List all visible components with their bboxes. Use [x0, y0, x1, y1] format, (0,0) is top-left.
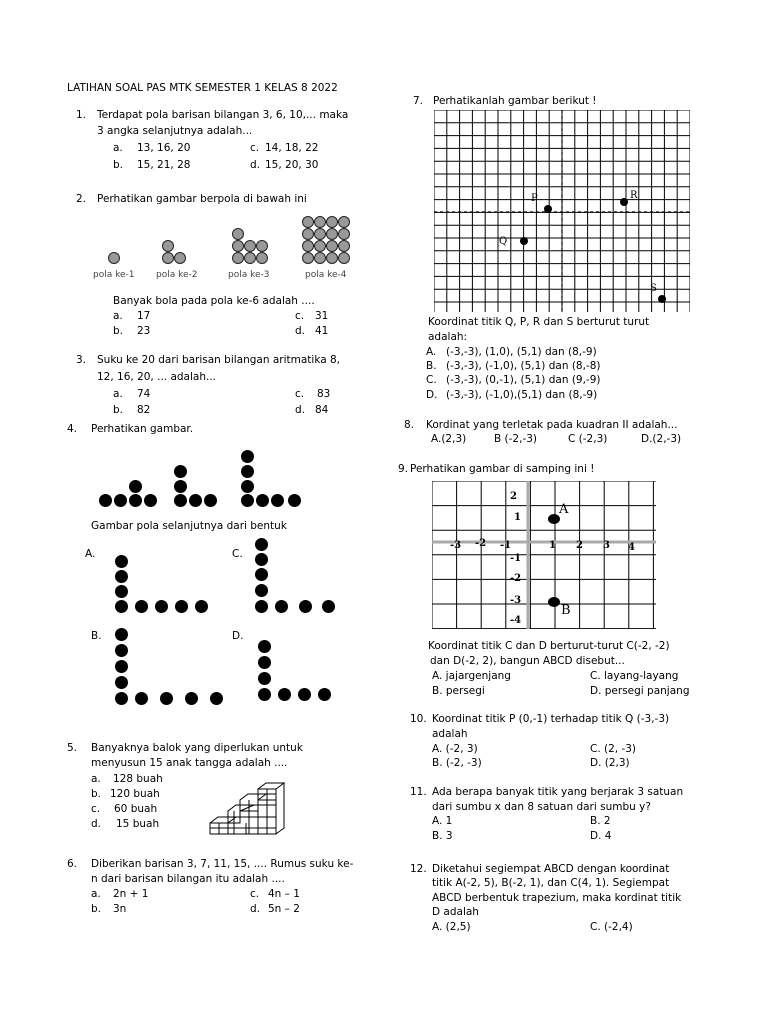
q1-option-d: 15, 20, 30 [265, 159, 319, 171]
dot [135, 692, 148, 705]
q1-option-a-label: a. [113, 142, 123, 154]
q8-option-D: D.(2,-3) [641, 433, 682, 445]
q3-option-a-label: a. [113, 388, 123, 400]
x-tick-label: -2 [475, 538, 487, 549]
q6-text-line1: Diberikan barisan 3, 7, 11, 15, .... Rumus suku ke- [91, 858, 354, 870]
dot [115, 660, 128, 673]
q5-text-line2: menyusun 15 anak tangga adalah .... [91, 757, 288, 769]
q8-option-B: B (-2,-3) [494, 433, 538, 445]
ball [338, 216, 350, 228]
dot [255, 568, 268, 581]
q9-point-A-label: A [559, 502, 569, 517]
q11-option-B-second: B. 3 [432, 830, 453, 842]
q6-option-b: 3n [113, 903, 127, 915]
q3-number: 3. [76, 354, 87, 366]
page-title: LATIHAN SOAL PAS MTK SEMESTER 1 KELAS 8 2022 [67, 82, 338, 94]
q3-option-b: 82 [137, 404, 151, 416]
q5-number: 5. [67, 742, 78, 754]
q4-number: 4. [67, 423, 78, 435]
q7-option-B: (-3,-3), (-1,0), (5,1) dan (8,-8) [446, 360, 601, 372]
q7-text: Perhatikanlah gambar berikut ! [433, 95, 597, 107]
q4-option-A-label: A. [85, 548, 96, 560]
q3-text-line2: 12, 16, 20, ... adalah... [97, 371, 217, 383]
dot [271, 494, 284, 507]
x-tick-label: 4 [628, 542, 635, 553]
dot [175, 600, 188, 613]
q2-option-c-label: c. [295, 310, 305, 322]
q1-text-line2: 3 angka selanjutnya adalah... [97, 125, 253, 137]
ball [338, 228, 350, 240]
q10-option-C: C. (2, -3) [590, 743, 637, 755]
dot [115, 555, 128, 568]
ball [302, 252, 314, 264]
q4-question: Gambar pola selanjutnya dari bentuk [91, 520, 287, 532]
dot [174, 494, 187, 507]
y-tick-label: 1 [514, 512, 521, 523]
ball [244, 240, 256, 252]
q10-option-A: A. (-2, 3) [432, 743, 478, 755]
q1-option-c: 14, 18, 22 [265, 142, 319, 154]
q12-text-line2: titik A(-2, 5), B(-2, 1), dan C(4, 1). Segiempat [432, 877, 670, 889]
q4-option-D-label: D. [232, 630, 244, 642]
dot [144, 494, 157, 507]
q9-question-line1: Koordinat titik C dan D berturut-turut C(-2, -2) [428, 640, 670, 652]
q7-point-P-label: P [531, 193, 538, 204]
q1-option-a: 13, 16, 20 [137, 142, 191, 154]
dot [275, 600, 288, 613]
q2-option-b-label: b. [113, 325, 124, 337]
ball [326, 216, 338, 228]
x-tick-label: -3 [450, 540, 462, 551]
dot [256, 494, 269, 507]
q1-text-line1: Terdapat pola barisan bilangan 3, 6, 10,... maka [97, 109, 349, 121]
q11-option-A: A. 1 [432, 815, 453, 827]
dot [99, 494, 112, 507]
q3-option-b-label: b. [113, 404, 124, 416]
q11-text-line1: Ada berapa banyak titik yang berjarak 3 satuan [432, 786, 684, 798]
q5-option-d-label: d. [91, 818, 102, 830]
q8-option-A: A.(2,3) [431, 433, 467, 445]
q2-caption-2: pola ke-2 [156, 270, 198, 280]
q7-option-A-label: A. [426, 346, 437, 358]
q7-coordinate-grid [434, 110, 690, 312]
q9-text: Perhatikan gambar di samping ini ! [410, 463, 595, 475]
q7-number: 7. [413, 95, 424, 107]
q1-option-c-label: c. [250, 142, 260, 154]
q11-number: 11. [410, 786, 427, 798]
q6-option-c-label: c. [250, 888, 260, 900]
q7-question-line2: adalah: [428, 331, 468, 343]
q6-option-a: 2n + 1 [113, 888, 149, 900]
dot [241, 450, 254, 463]
q3-option-c-label: c. [295, 388, 305, 400]
dot [195, 600, 208, 613]
q2-caption-4: pola ke-4 [305, 270, 347, 280]
dot [299, 600, 312, 613]
ball [338, 240, 350, 252]
q8-text: Kordinat yang terletak pada kuadran II adalah... [426, 419, 678, 431]
dot [115, 644, 128, 657]
dot [298, 688, 311, 701]
ball [162, 252, 174, 264]
q7-option-B-label: B. [426, 360, 437, 372]
q2-option-c: 31 [315, 310, 329, 322]
ball [302, 216, 314, 228]
dot [115, 570, 128, 583]
q3-option-a: 74 [137, 388, 151, 400]
ball [314, 216, 326, 228]
y-tick-label: -4 [510, 615, 522, 626]
x-tick-label: 1 [549, 540, 556, 551]
dot [189, 494, 202, 507]
q10-number: 10. [410, 713, 427, 725]
q9-option-D: D. persegi panjang [590, 685, 690, 697]
x-tick-label: 3 [603, 540, 610, 551]
q9-number: 9. [398, 463, 409, 475]
y-tick-label: -2 [510, 573, 522, 584]
ball [326, 240, 338, 252]
q12-text-line4: D adalah [432, 906, 479, 918]
dot [288, 494, 301, 507]
q12-text-line1: Diketahui segiempat ABCD dengan koordinat [432, 863, 670, 875]
ball [232, 240, 244, 252]
q7-option-C-label: C. [426, 374, 437, 386]
dot [174, 480, 187, 493]
y-tick-label: -1 [510, 553, 522, 564]
q6-option-d-label: d. [250, 903, 261, 915]
q8-number: 8. [404, 419, 415, 431]
dot [322, 600, 335, 613]
q12-option-A: A. (2,5) [432, 921, 471, 933]
q1-option-d-label: d. [250, 159, 261, 171]
q2-option-a: 17 [137, 310, 151, 322]
q2-option-d-label: d. [295, 325, 306, 337]
q5-text-line1: Banyaknya balok yang diperlukan untuk [91, 742, 303, 754]
q6-option-d: 5n – 2 [268, 903, 300, 915]
q7-option-D: (-3,-3), (-1,0),(5,1) dan (8,-9) [446, 389, 598, 401]
x-tick-label: -1 [500, 540, 512, 551]
dot [278, 688, 291, 701]
q5-option-b-label: b. [91, 788, 102, 800]
q2-option-a-label: a. [113, 310, 123, 322]
q6-text-line2: n dari barisan bilangan itu adalah .... [91, 873, 285, 885]
x-tick-label: 2 [576, 540, 583, 551]
dot [204, 494, 217, 507]
dot [241, 480, 254, 493]
q10-option-B: B. (-2, -3) [432, 757, 482, 769]
q5-option-b: 120 buah [110, 788, 160, 800]
q6-option-b-label: b. [91, 903, 102, 915]
q9-question-line2: dan D(-2, 2), bangun ABCD disebut... [430, 655, 625, 667]
q11-text-line2: dari sumbu x dan 8 satuan dari sumbu y? [432, 801, 651, 813]
q4-option-B-label: B. [91, 630, 102, 642]
ball [232, 252, 244, 264]
dot [255, 553, 268, 566]
q10-text-line1: Koordinat titik P (0,-1) terhadap titik Q (-3,-3) [432, 713, 670, 725]
staircase-blocks-illustration [200, 780, 312, 840]
ball [256, 252, 268, 264]
ball [302, 228, 314, 240]
q7-point-R-label: R [630, 190, 638, 201]
dot [185, 692, 198, 705]
ball [174, 252, 186, 264]
dot [258, 688, 271, 701]
q7-point-S-label: S [650, 283, 657, 294]
q12-number: 12. [410, 863, 427, 875]
q7-option-A: (-3,-3), (1,0), (5,1) dan (8,-9) [446, 346, 597, 358]
ball [302, 240, 314, 252]
q5-option-c-label: c. [91, 803, 101, 815]
q3-text-line1: Suku ke 20 dari barisan bilangan aritmatika 8, [97, 354, 341, 366]
q2-caption-3: pola ke-3 [228, 270, 270, 280]
q2-caption-1: pola ke-1 [93, 270, 135, 280]
q7-point-Q-label: Q [499, 236, 508, 247]
dot [155, 600, 168, 613]
ball [256, 240, 268, 252]
dot [129, 494, 142, 507]
q7-option-C: (-3,-3), (0,-1), (5,1) dan (9,-9) [446, 374, 601, 386]
q1-number: 1. [76, 109, 87, 121]
q2-question: Banyak bola pada pola ke-6 adalah .... [113, 295, 315, 307]
dot [115, 600, 128, 613]
ball [314, 228, 326, 240]
ball [244, 252, 256, 264]
dot [135, 600, 148, 613]
q3-option-c: 83 [317, 388, 331, 400]
y-tick-label: 2 [510, 491, 517, 502]
dot [160, 692, 173, 705]
q12-text-line3: ABCD berbentuk trapezium, maka kordinat titik [432, 892, 682, 904]
q2-option-b: 23 [137, 325, 151, 337]
dot [255, 600, 268, 613]
q5-option-c: 60 buah [114, 803, 158, 815]
dot [241, 494, 254, 507]
q11-option-B: B. 2 [590, 815, 611, 827]
q8-option-C: C (-2,3) [568, 433, 608, 445]
q6-option-c: 4n – 1 [268, 888, 300, 900]
dot [258, 656, 271, 669]
dot [318, 688, 331, 701]
ball [326, 228, 338, 240]
q2-number: 2. [76, 193, 87, 205]
q5-option-a: 128 buah [113, 773, 163, 785]
dot [115, 628, 128, 641]
dot [258, 672, 271, 685]
dot [115, 676, 128, 689]
dot [114, 494, 127, 507]
dot [255, 584, 268, 597]
ball [232, 228, 244, 240]
dot [241, 465, 254, 478]
q6-option-a-label: a. [91, 888, 101, 900]
q5-option-d: 15 buah [116, 818, 160, 830]
q2-option-d: 41 [315, 325, 329, 337]
q7-question-line1: Koordinat titik Q, P, R dan S berturut turut [428, 316, 650, 328]
q9-coordinate-grid [432, 481, 656, 629]
q9-option-B: B. persegi [432, 685, 485, 697]
q3-option-d: 84 [315, 404, 329, 416]
q2-text: Perhatikan gambar berpola di bawah ini [97, 193, 307, 205]
q7-option-D-label: D. [426, 389, 438, 401]
ball [162, 240, 174, 252]
q6-number: 6. [67, 858, 78, 870]
q5-option-a-label: a. [91, 773, 101, 785]
dot [129, 480, 142, 493]
dot [210, 692, 223, 705]
q9-point-B-label: B [561, 603, 571, 618]
q3-option-d-label: d. [295, 404, 306, 416]
q10-text-line2: adalah [432, 728, 468, 740]
q9-option-A: A. jajargenjang [432, 670, 511, 682]
dot [258, 640, 271, 653]
q1-option-b: 15, 21, 28 [137, 159, 191, 171]
q4-option-C-label: C. [232, 548, 243, 560]
dot [115, 585, 128, 598]
q11-option-D: D. 4 [590, 830, 612, 842]
q12-option-C: C. (-2,4) [590, 921, 633, 933]
q10-option-D: D. (2,3) [590, 757, 630, 769]
q9-option-C: C. layang-layang [590, 670, 679, 682]
dot [115, 692, 128, 705]
q4-text: Perhatikan gambar. [91, 423, 194, 435]
ball [314, 252, 326, 264]
y-tick-label: -3 [510, 595, 522, 606]
ball [326, 252, 338, 264]
ball [108, 252, 120, 264]
dot [255, 538, 268, 551]
q1-option-b-label: b. [113, 159, 124, 171]
ball [338, 252, 350, 264]
ball [314, 240, 326, 252]
dot [174, 465, 187, 478]
